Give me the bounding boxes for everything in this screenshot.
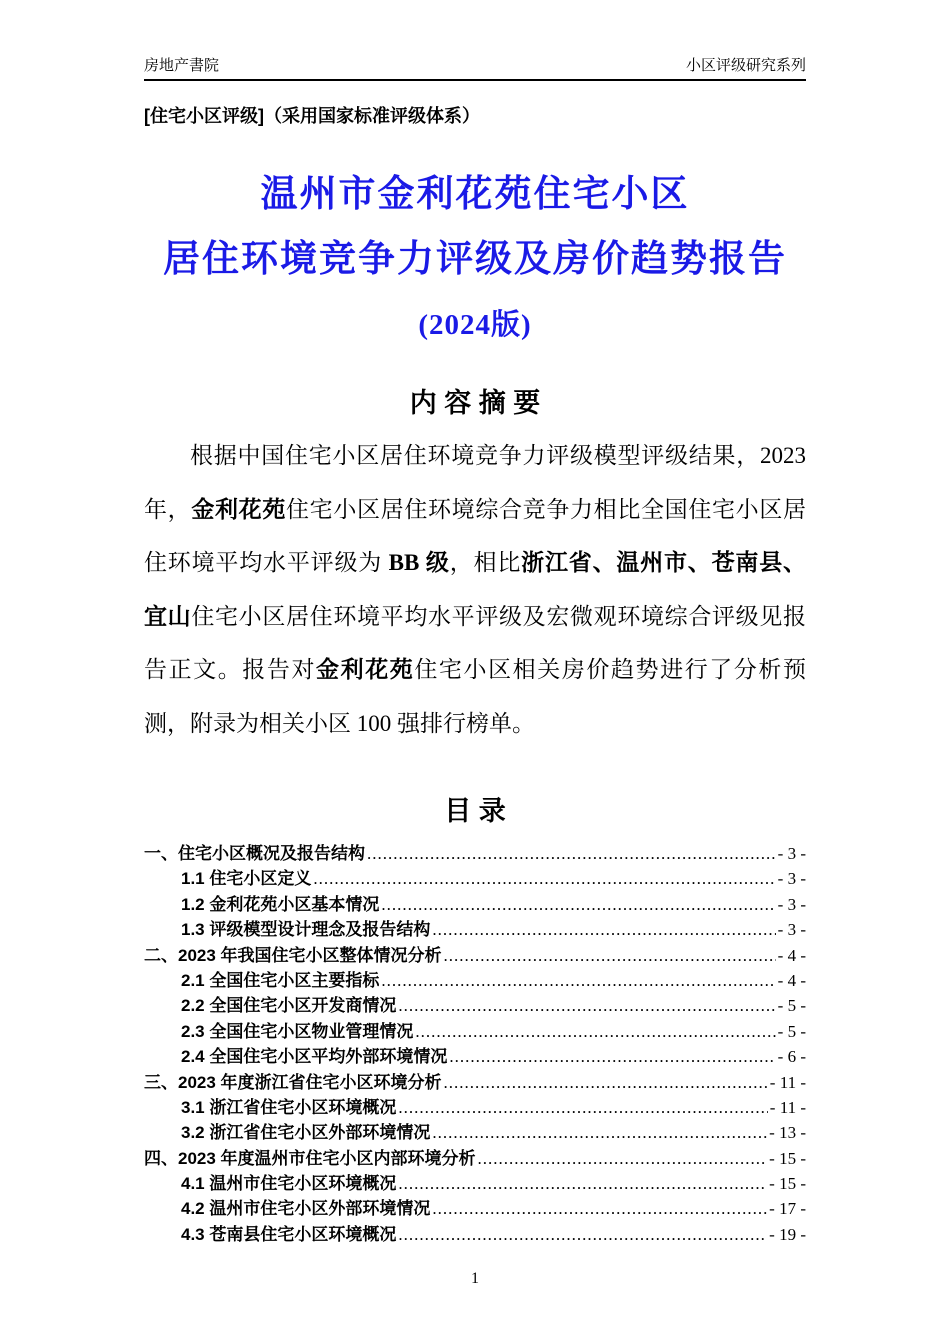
header-right-text: 小区评级研究系列 — [685, 57, 806, 74]
toc-item-label: 三、2023 年度浙江省住宅小区环境分析 — [144, 1072, 442, 1092]
summary-heading: 内 容 摘 要 — [409, 388, 541, 418]
toc-leader-dots — [398, 1098, 767, 1118]
toc-page-number: - 13 - — [769, 1123, 806, 1143]
toc-item[interactable] — [144, 991, 806, 1016]
report-title-edition: (2024版) — [418, 309, 532, 341]
toc-item-label: 4.2 温州市住宅小区外部环境情况 — [181, 1199, 431, 1219]
toc-page-number: - 3 - — [777, 894, 806, 914]
toc-page-number: - 5 - — [777, 996, 806, 1016]
toc-page-number: - 19 - — [769, 1224, 806, 1244]
toc-leader-dots — [381, 971, 775, 991]
toc-item-label: 1.2 金利花苑小区基本情况 — [181, 894, 380, 914]
toc-item-label: 2.2 全国住宅小区开发商情况 — [181, 996, 397, 1016]
toc-item[interactable] — [144, 890, 806, 915]
toc-page-number: - 4 - — [777, 945, 806, 965]
toc-item[interactable] — [144, 839, 806, 864]
page-number: 1 — [471, 1270, 479, 1287]
summary-text: ，相比 — [449, 550, 522, 575]
summary-emphasis: 金利花苑 — [316, 657, 415, 682]
toc-item-label: 1.1 住宅小区定义 — [181, 869, 312, 889]
toc-item-label: 3.1 浙江省住宅小区环境概况 — [181, 1097, 397, 1117]
toc-item[interactable] — [144, 915, 806, 940]
toc-leader-dots — [444, 946, 776, 966]
toc-item-label: 4.1 温州市住宅小区环境概况 — [181, 1174, 397, 1194]
toc-item-label: 四、2023 年度温州市住宅小区内部环境分析 — [144, 1148, 476, 1168]
toc-leader-dots — [478, 1149, 768, 1169]
toc-page-number: - 15 - — [769, 1174, 806, 1194]
toc-item-label: 4.3 苍南县住宅小区环境概况 — [181, 1224, 397, 1244]
toc-page-number: - 11 - — [769, 1072, 806, 1092]
page-header — [144, 0, 806, 75]
toc-page-number: - 15 - — [769, 1148, 806, 1168]
toc-leader-dots — [381, 895, 775, 915]
toc-page-number: - 3 - — [777, 869, 806, 889]
toc-page-number: - 3 - — [777, 844, 806, 863]
toc-item[interactable] — [144, 1042, 806, 1067]
toc-page-number: - 3 - — [777, 920, 806, 940]
toc-leader-dots — [415, 1022, 775, 1042]
summary-text: 住宅小区居住环境综合竞争力相比全国住宅小区居住环境平均水平评级为 — [144, 496, 807, 575]
toc-item[interactable] — [144, 966, 806, 991]
summary-emphasis: BB 级 — [388, 550, 450, 575]
toc-page-number: - 4 - — [777, 970, 806, 990]
toc-item[interactable] — [144, 1194, 806, 1219]
toc-leader-dots — [444, 1073, 768, 1093]
toc-leader-dots — [367, 844, 776, 864]
header-left-text: 房地产書院 — [144, 57, 220, 74]
toc-item-label: 2.1 全国住宅小区主要指标 — [181, 970, 380, 990]
toc-leader-dots — [449, 1047, 775, 1067]
toc-item[interactable] — [144, 864, 806, 889]
report-title-line-1: 温州市金利花苑住宅小区 — [260, 174, 690, 215]
toc-leader-dots — [398, 996, 775, 1016]
toc-leader-dots — [313, 869, 775, 889]
summary-text: 住宅小区居住环境平均水平评级及宏微观环境综合评级见报告正文。报告对 — [144, 603, 807, 682]
toc-page-number: - 11 - — [769, 1097, 806, 1117]
toc-item-label: 1.3 评级模型设计理念及报告结构 — [181, 920, 431, 940]
toc-item[interactable] — [144, 941, 806, 966]
toc-leader-dots — [398, 1174, 767, 1194]
toc-item-label: 2.3 全国住宅小区物业管理情况 — [181, 1021, 414, 1041]
toc-item-label: 3.2 浙江省住宅小区外部环境情况 — [181, 1123, 431, 1143]
rating-system-note: [住宅小区评级]（采用国家标准评级体系） — [144, 106, 480, 126]
summary-paragraph — [144, 429, 806, 750]
toc-item[interactable] — [144, 1220, 806, 1245]
toc-leader-dots — [398, 1225, 767, 1245]
toc-page-number: - 17 - — [769, 1199, 806, 1219]
toc-page-number: - 5 - — [777, 1021, 806, 1041]
toc-item-label: 2.4 全国住宅小区平均外部环境情况 — [181, 1047, 448, 1067]
toc-item[interactable] — [144, 1093, 806, 1118]
toc-item[interactable] — [144, 1068, 806, 1093]
toc-list — [144, 839, 806, 1245]
toc-item-label: 二、2023 年我国住宅小区整体情况分析 — [144, 945, 442, 965]
toc-page-number: - 6 - — [777, 1047, 806, 1067]
toc-item[interactable] — [144, 1118, 806, 1143]
summary-emphasis: 金利花苑 — [191, 496, 287, 522]
toc-leader-dots — [432, 920, 775, 940]
toc-item[interactable] — [144, 1017, 806, 1042]
summary-emphasis: 浙江省、温州市、苍南县、宜山 — [144, 550, 807, 629]
report-title-line-2: 居住环境竞争力评级及房价趋势报告 — [163, 239, 787, 280]
toc-item-label: 一、住宅小区概况及报告结构 — [144, 844, 365, 863]
toc-leader-dots — [432, 1199, 767, 1219]
toc-item[interactable] — [144, 1144, 806, 1169]
summary-text: 住宅小区相关房价趋势进行了分析预测，附录为相关小区 100 强排行榜单。 — [144, 657, 807, 736]
toc-heading: 目 录 — [444, 796, 506, 826]
summary-text: 根据中国住宅小区居住环境竞争力评级模型评级结果，2023 年， — [144, 443, 806, 522]
toc-leader-dots — [432, 1123, 767, 1143]
toc-item[interactable] — [144, 1169, 806, 1194]
header-divider — [144, 79, 806, 81]
